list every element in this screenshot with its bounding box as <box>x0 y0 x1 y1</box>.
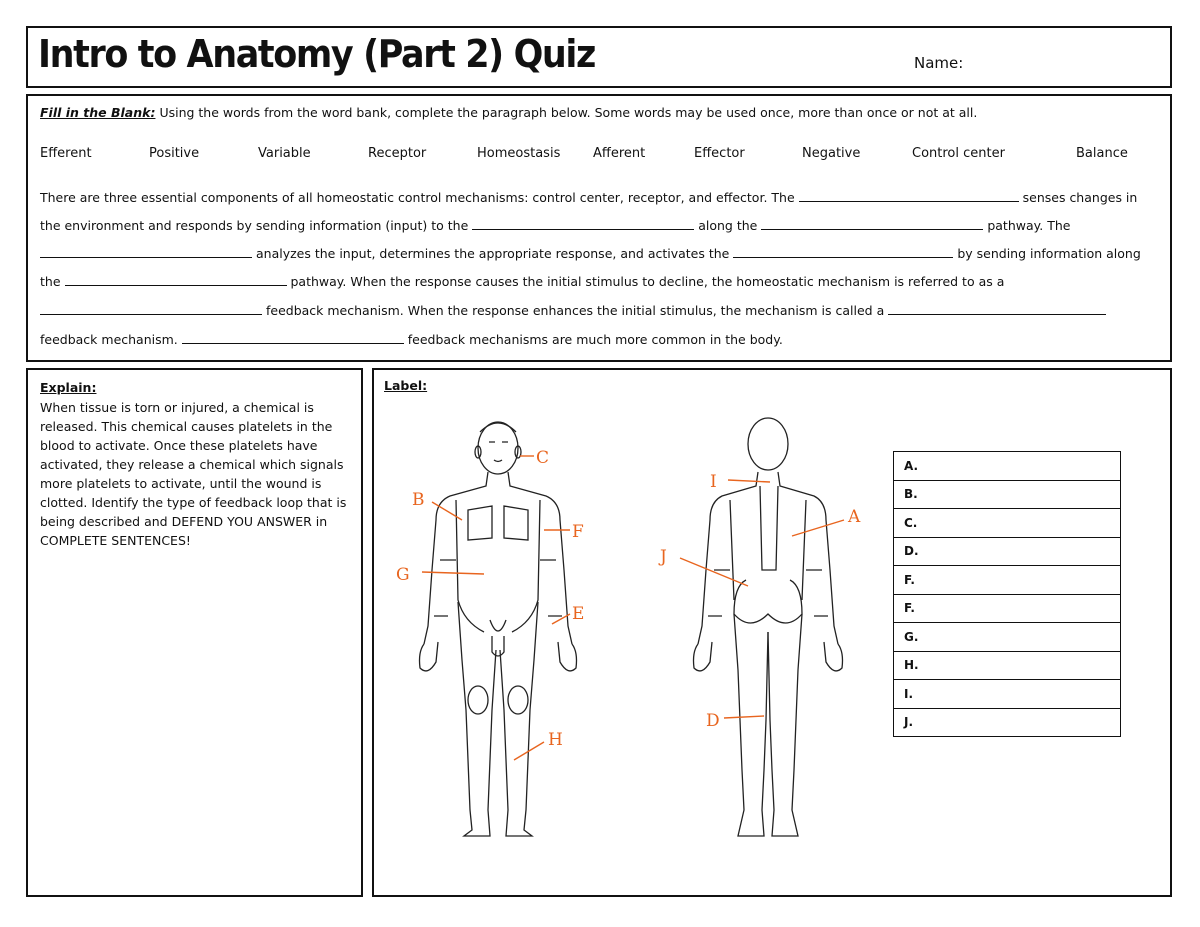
answer-row[interactable] <box>894 537 1121 566</box>
answer-blank[interactable] <box>40 303 262 315</box>
answer-row[interactable] <box>894 566 1121 595</box>
label-letter-j: J <box>660 547 667 567</box>
instructions-text: Using the words from the word bank, complete the paragraph below. Some words may be used once, more than once or not at all. <box>159 105 978 120</box>
paragraph-text: analyzes the input, determines the appropriate response, and activates the <box>255 246 730 261</box>
label-letter-h: H <box>548 730 563 750</box>
answer-table <box>893 451 1121 737</box>
front-body-figure <box>420 422 577 836</box>
answer-blank[interactable] <box>799 190 1019 202</box>
paragraph-line <box>40 303 1106 318</box>
answer-blank[interactable] <box>761 218 983 230</box>
answer-row[interactable] <box>894 623 1121 652</box>
name-label: Name: <box>914 54 964 72</box>
paragraph-line <box>40 246 1141 261</box>
answer-row-label: H. <box>894 651 1121 680</box>
word-bank-item: Positive <box>149 146 200 161</box>
paragraph-text: the <box>40 274 61 289</box>
paragraph-text: feedback mechanism. When the response enhances the initial stimulus, the mechanism is called a <box>265 303 885 318</box>
answer-blank[interactable] <box>182 332 404 344</box>
paragraph-line <box>40 190 1137 205</box>
answer-row[interactable] <box>894 708 1121 737</box>
label-letter-a: A <box>848 507 861 527</box>
fill-in-blank-section <box>26 94 1172 362</box>
word-bank-item: Efferent <box>40 146 92 161</box>
answer-row[interactable] <box>894 651 1121 680</box>
answer-blank[interactable] <box>472 218 694 230</box>
word-bank-item: Control center <box>912 146 1005 161</box>
label-letter-c: C <box>536 448 550 468</box>
label-letter-f: F <box>572 522 584 542</box>
explain-prompt: When tissue is torn or injured, a chemical is released. This chemical causes platelets in the blood to activate. Once these platelets have activated, they release a chemical which signals more platelets to activate, until the wound is clotted. Identify the type of feedback loop that is being described and DEFEND YOU ANSWER in COMPLETE SENTENCES! <box>40 400 347 548</box>
paragraph-text: pathway. The <box>987 218 1071 233</box>
label-section <box>372 368 1172 897</box>
answer-row-label: B. <box>894 480 1121 509</box>
word-bank-item: Balance <box>1076 146 1128 161</box>
page-title: Intro to Anatomy (Part 2) Quiz <box>38 32 595 76</box>
word-bank-item: Effector <box>694 146 745 161</box>
word-bank-item: Homeostasis <box>477 146 561 161</box>
answer-row-label: J. <box>894 708 1121 737</box>
word-bank-item: Variable <box>258 146 311 161</box>
answer-row-label: F. <box>894 566 1121 595</box>
answer-row-label: I. <box>894 680 1121 709</box>
label-letter-d: D <box>706 711 720 731</box>
paragraph-text: along the <box>698 218 758 233</box>
quiz-header <box>26 26 1172 88</box>
paragraph-line <box>40 274 1004 289</box>
answer-row-label: C. <box>894 509 1121 538</box>
answer-row-label: F. <box>894 594 1121 623</box>
answer-blank[interactable] <box>733 246 953 258</box>
answer-row[interactable] <box>894 680 1121 709</box>
paragraph-text: There are three essential components of all homeostatic control mechanisms: control center, receptor, and effector. The <box>40 190 795 205</box>
label-letter-b: B <box>412 490 425 510</box>
paragraph-text: senses changes in <box>1022 190 1138 205</box>
paragraph-line <box>40 218 1070 233</box>
answer-row[interactable] <box>894 509 1121 538</box>
explain-section <box>26 368 363 897</box>
label-heading: Label: <box>384 378 428 393</box>
paragraph-text: by sending information along <box>957 246 1141 261</box>
word-bank-item: Negative <box>802 146 861 161</box>
word-bank-item: Afferent <box>593 146 646 161</box>
answer-row[interactable] <box>894 594 1121 623</box>
word-bank-item: Receptor <box>368 146 427 161</box>
answer-row-label: G. <box>894 623 1121 652</box>
paragraph-text: feedback mechanisms are much more common in the body. <box>407 332 783 347</box>
paragraph-text: pathway. When the response causes the initial stimulus to decline, the homeostatic mechanism is referred to as a <box>290 274 1005 289</box>
answer-blank[interactable] <box>65 274 287 286</box>
answer-row[interactable] <box>894 480 1121 509</box>
label-letter-e: E <box>572 604 585 624</box>
label-leader-lines <box>422 456 844 760</box>
paragraph-line <box>40 332 783 347</box>
label-letter-g: G <box>396 565 410 585</box>
answer-row-label: D. <box>894 537 1121 566</box>
answer-row-label: A. <box>894 452 1121 481</box>
answer-row[interactable] <box>894 452 1121 481</box>
fill-in-blank-heading: Fill in the Blank: <box>40 105 156 120</box>
paragraph-text: the environment and responds by sending information (input) to the <box>40 218 469 233</box>
paragraph-text: feedback mechanism. <box>40 332 178 347</box>
fill-in-blank-instructions <box>40 105 977 120</box>
label-letter-i: I <box>710 472 717 492</box>
explain-heading: Explain: <box>40 380 97 395</box>
answer-blank[interactable] <box>888 303 1106 315</box>
answer-blank[interactable] <box>40 246 252 258</box>
